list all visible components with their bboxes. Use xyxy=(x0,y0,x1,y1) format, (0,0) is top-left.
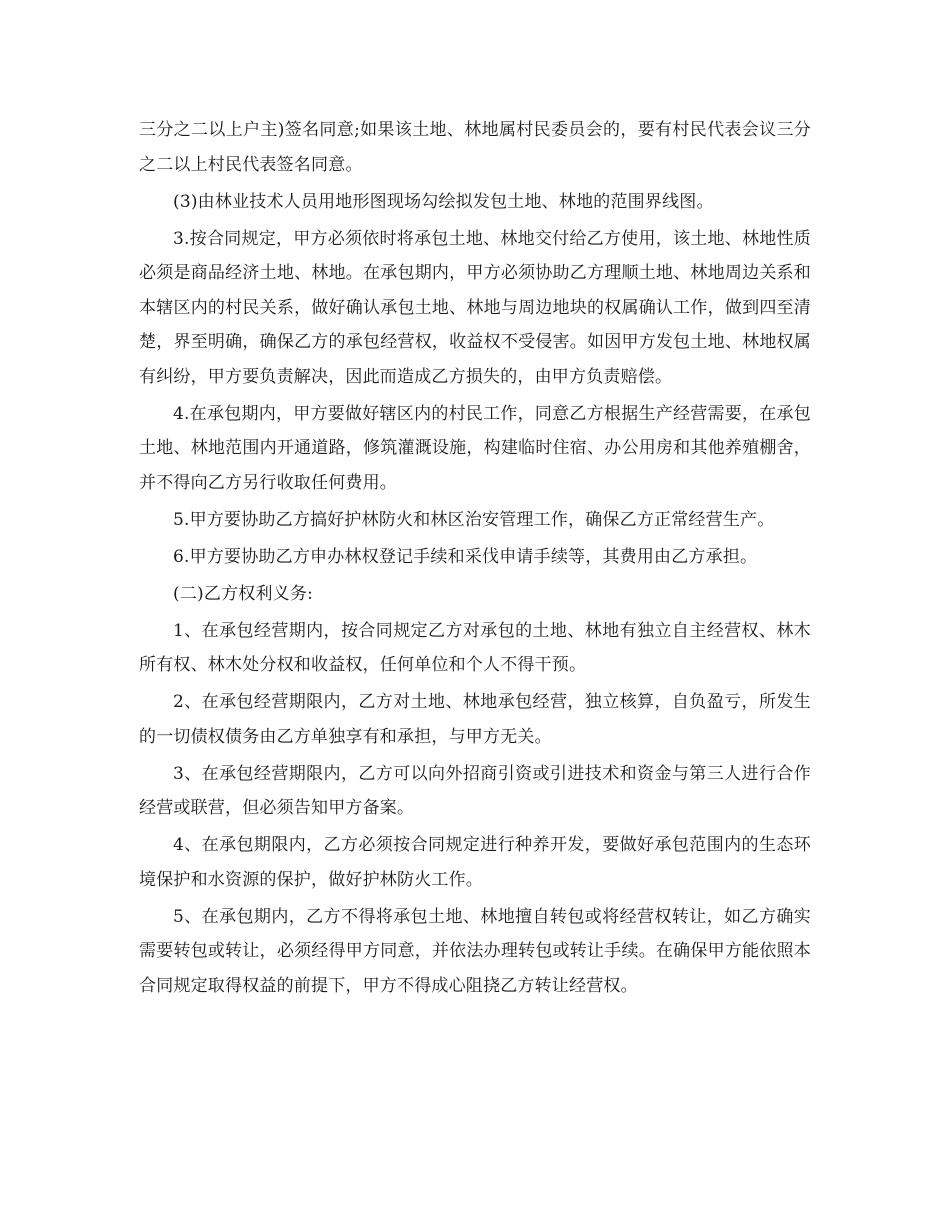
paragraph-clause-3: 3.按合同规定，甲方必须依时将承包土地、林地交付给乙方使用，该土地、林地性质必须是商品经济土地、林地。在承包期内，甲方必须协助乙方理顺土地、林地周边关系和本辖区内的村民关系，做好确认承包土地、林地与周边地块的权属确认工作，做到四至清楚，界至明确，确保乙方的承包经营权，收益权不受侵害。如因甲方发包土地、林地权属有纠纷，甲方要负责解决，因此而造成乙方损失的，由甲方负责赔偿。 xyxy=(139,228,811,387)
paragraph-clause-5: 5.甲方要协助乙方搞好护林防火和林区治安管理工作，确保乙方正常经营生产。 xyxy=(173,509,775,530)
paragraph-consent: 三分之二以上户主)签名同意;如果该土地、林地属村民委员会的，要有村民代表会议三分之二以上村民代表签名同意。 xyxy=(139,120,811,175)
paragraph-clause-4: 4.在承包期内，甲方要做好辖区内的村民工作，同意乙方根据生产经营需要，在承包土地、林地范围内开通道路，修筑灌溉设施，构建临时住宿、办公用房和其他养殖棚舍，并不得向乙方另行收取任何费用。 xyxy=(139,403,811,493)
section-heading-party-b: (二)乙方权利义务: xyxy=(173,583,313,604)
paragraph-b-item-3: 3、在承包经营期限内，乙方可以向外招商引资或引进技术和资金与第三人进行合作经营或联营，但必须告知甲方备案。 xyxy=(139,763,811,818)
paragraph-b-item-1: 1、在承包经营期内，按合同规定乙方对承包的土地、林地有独立自主经营权、林木所有权、林木处分权和收益权，任何单位和个人不得干预。 xyxy=(139,620,811,675)
paragraph-b-item-4: 4、在承包期限内，乙方必须按合同规定进行种养开发，要做好承包范围内的生态环境保护和水资源的保护，做好护林防火工作。 xyxy=(139,835,811,890)
paragraph-clause-6: 6.甲方要协助乙方申办林权登记手续和采伐申请手续等，其费用由乙方承担。 xyxy=(173,546,758,567)
paragraph-b-item-2: 2、在承包经营期限内，乙方对土地、林地承包经营，独立核算，自负盈亏，所发生的一切债权债务由乙方单独享有和承担，与甲方无关。 xyxy=(139,692,811,747)
paragraph-b-item-5: 5、在承包期内，乙方不得将承包土地、林地擅自转包或将经营权转让，如乙方确实需要转包或转让，必须经得甲方同意，并依法办理转包或转让手续。在确保甲方能依照本合同规定取得权益的前提下，甲方不得成心阻挠乙方转让经营权。 xyxy=(139,906,811,996)
document-body xyxy=(139,113,811,1003)
paragraph-boundary-map: (3)由林业技术人员用地形图现场勾绘拟发包土地、林地的范围界线图。 xyxy=(173,191,714,212)
